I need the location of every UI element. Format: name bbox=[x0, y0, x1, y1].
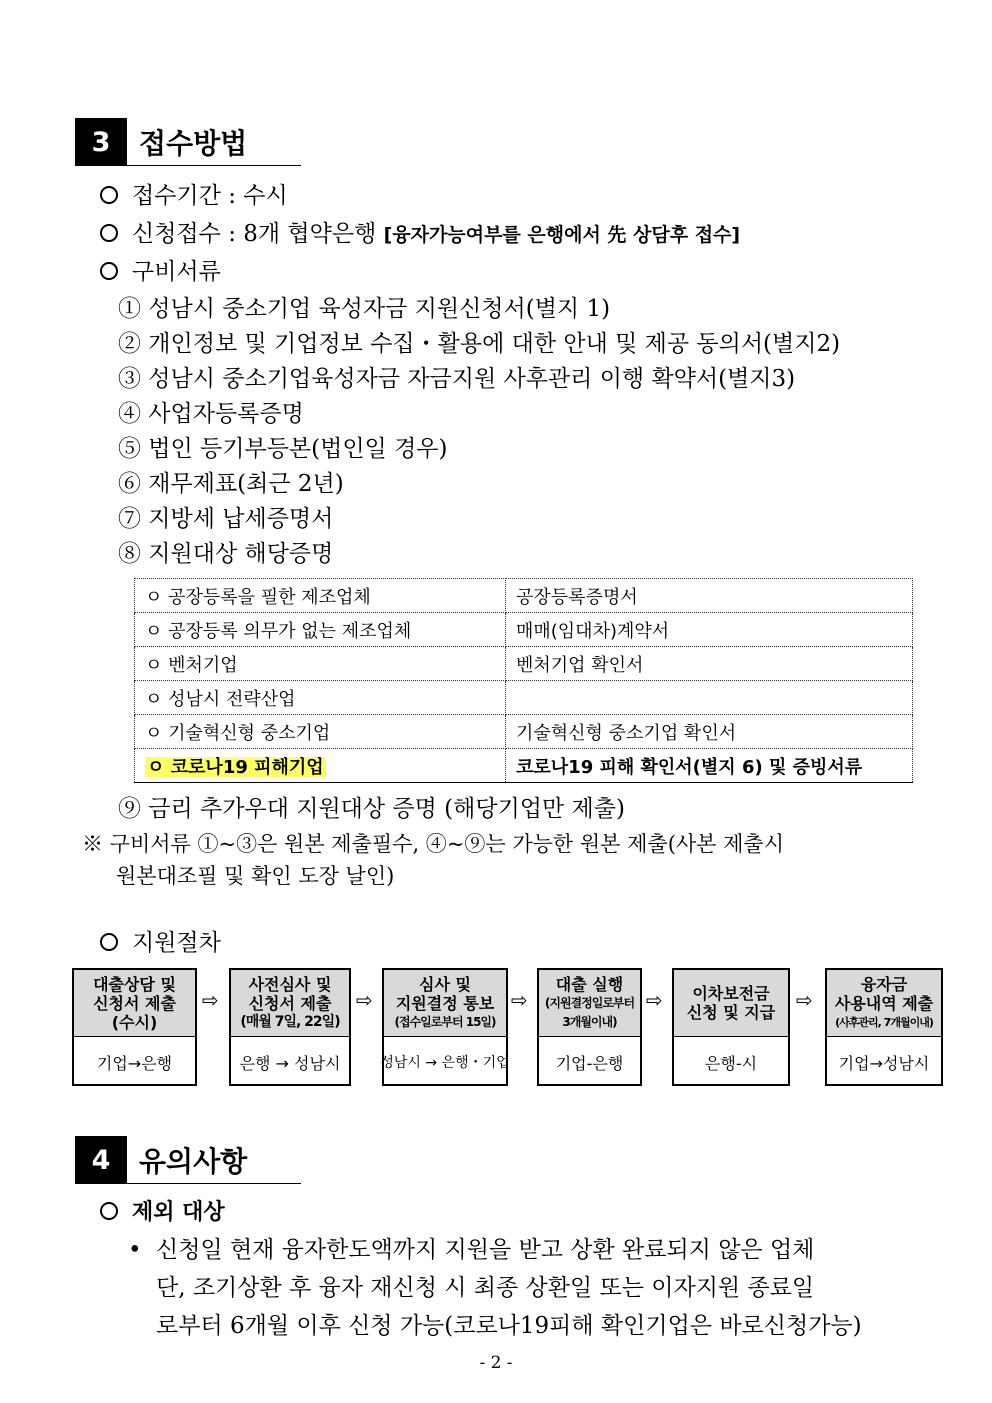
target-cell: ㅇ 공장등록 의무가 없는 제조업체 bbox=[135, 613, 506, 647]
doc-item: ⑨ 금리 추가우대 지원대상 증명 (해당기업만 제출) bbox=[118, 796, 625, 822]
section-4-header bbox=[75, 1136, 301, 1184]
proof-cell bbox=[506, 681, 913, 715]
doc-item: ② 개인정보 및 기업정보 수집・활용에 대한 안내 및 제공 동의서(별지2) bbox=[118, 331, 841, 357]
apply-line bbox=[100, 218, 740, 251]
flow-step: 대출상담 및 신청서 제출 (수시) 기업→은행 bbox=[72, 968, 197, 1086]
flow-step-actor: 기업→성남시 bbox=[838, 1053, 930, 1073]
flow-step: 이차보전금 신청 및 지급 은행-시 bbox=[672, 968, 790, 1086]
section-number: 4 bbox=[75, 1136, 127, 1184]
section-number: 3 bbox=[75, 118, 127, 166]
right-arrow-icon: ⇨ bbox=[796, 988, 813, 1012]
flow-step: 심사 및 지원결정 통보 (접수일로부터 15일) 성남시 → 은행・기업 bbox=[382, 968, 508, 1086]
circle-bullet-icon bbox=[100, 262, 118, 280]
table-row bbox=[135, 579, 913, 613]
target-cell: ㅇ 기술혁신형 중소기업 bbox=[135, 715, 506, 749]
page-number: - 2 - bbox=[479, 1353, 513, 1373]
exclusion-line-3: 로부터 6개월 이후 신청 가능(코로나19피해 확인기업은 바로신청가능) bbox=[156, 1313, 862, 1339]
doc-item: ⑦ 지방세 납세증명서 bbox=[118, 506, 334, 532]
note-line-2: 원본대조필 및 확인 도장 날인) bbox=[116, 864, 395, 888]
exclusion-bullet: • bbox=[128, 1237, 142, 1263]
docs-title: 구비서류 bbox=[132, 259, 221, 285]
exclusion-line-1: 신청일 현재 융자한도액까지 지원을 받고 상환 완료되지 않은 업체 bbox=[156, 1237, 815, 1263]
flow-step-actor: 기업-은행 bbox=[555, 1053, 624, 1073]
table-row bbox=[135, 749, 913, 783]
flow-step: 대출 실행 (지원결정일로부터 3개월이내) 기업-은행 bbox=[537, 968, 642, 1086]
apply-label: 신청접수 bbox=[132, 221, 221, 247]
proof-cell: 벤처기업 확인서 bbox=[506, 647, 913, 681]
doc-item: ③ 성남시 중소기업육성자금 자금지원 사후관리 이행 확약서(별지3) bbox=[118, 366, 796, 392]
right-arrow-icon: ⇨ bbox=[511, 988, 528, 1012]
table-row bbox=[135, 715, 913, 749]
section-title: 접수방법 bbox=[127, 118, 301, 166]
right-arrow-icon: ⇨ bbox=[646, 988, 663, 1012]
procedure-title-line bbox=[100, 927, 221, 959]
docs-title-line bbox=[100, 256, 221, 288]
section-3-header bbox=[75, 118, 301, 166]
circle-bullet-icon bbox=[100, 933, 118, 951]
proof-cell: 코로나19 피해 확인서(별지 6) 및 증빙서류 bbox=[506, 749, 913, 783]
doc-item: ⑥ 재무제표(최근 2년) bbox=[118, 471, 344, 497]
procedure-title: 지원절차 bbox=[132, 930, 221, 956]
separator: : bbox=[228, 183, 236, 209]
proof-cell: 기술혁신형 중소기업 확인서 bbox=[506, 715, 913, 749]
doc-item: ⑧ 지원대상 해당증명 bbox=[118, 541, 334, 567]
circle-bullet-icon bbox=[100, 224, 118, 242]
circle-bullet-icon bbox=[100, 1202, 118, 1220]
separator: : bbox=[228, 221, 236, 247]
exclusion-title-line bbox=[100, 1196, 225, 1229]
doc-item: ④ 사업자등록증명 bbox=[118, 401, 304, 427]
target-cell: ㅇ 공장등록을 필한 제조업체 bbox=[135, 579, 506, 613]
note-line-1: ※ 구비서류 ①~③은 원본 제출필수, ④~⑨는 가능한 원본 제출(사본 제출시 bbox=[82, 832, 784, 856]
exclusion-line-2: 단, 조기상환 후 융자 재신청 시 최종 상환일 또는 이자지원 종료일 bbox=[156, 1275, 815, 1301]
flow-step: 사전심사 및 신청서 제출 (매월 7일, 22일) 은행 → 성남시 bbox=[229, 968, 351, 1086]
period-line bbox=[100, 180, 288, 212]
doc-item: ⑤ 법인 등기부등본(법인일 경우) bbox=[118, 436, 448, 462]
target-cell: ㅇ 성남시 전략산업 bbox=[135, 681, 506, 715]
exclusion-title: 제외 대상 bbox=[132, 1200, 225, 1225]
period-value: 수시 bbox=[243, 183, 288, 209]
flow-step: 융자금 사용내역 제출 (사후관리, 7개월이내) 기업→성남시 bbox=[825, 968, 943, 1086]
section-title: 유의사항 bbox=[127, 1136, 301, 1184]
period-label: 접수기간 bbox=[132, 183, 221, 209]
circle-bullet-icon bbox=[100, 186, 118, 204]
proof-cell: 공장등록증명서 bbox=[506, 579, 913, 613]
flow-step-actor: 기업→은행 bbox=[96, 1053, 173, 1073]
table-row bbox=[135, 681, 913, 715]
flow-step-actor: 은행 → 성남시 bbox=[239, 1053, 341, 1073]
apply-value: 8개 협약은행 bbox=[243, 221, 377, 247]
doc-item: ① 성남시 중소기업 육성자금 지원신청서(별지 1) bbox=[118, 296, 611, 322]
right-arrow-icon: ⇨ bbox=[356, 988, 373, 1012]
highlighted-target: ㅇ 코로나19 피해기업 bbox=[147, 756, 324, 778]
support-target-table bbox=[134, 578, 913, 783]
proof-cell: 매매(임대차)계약서 bbox=[506, 613, 913, 647]
flow-step-actor: 성남시 → 은행・기업 bbox=[380, 1055, 510, 1071]
flow-step-actor: 은행-시 bbox=[704, 1053, 758, 1073]
table-row bbox=[135, 647, 913, 681]
apply-note: [융자가능여부를 은행에서 先 상담후 접수] bbox=[383, 224, 741, 246]
table-row bbox=[135, 613, 913, 647]
target-cell: ㅇ 벤처기업 bbox=[135, 647, 506, 681]
right-arrow-icon: ⇨ bbox=[202, 988, 219, 1012]
target-cell bbox=[135, 749, 506, 783]
